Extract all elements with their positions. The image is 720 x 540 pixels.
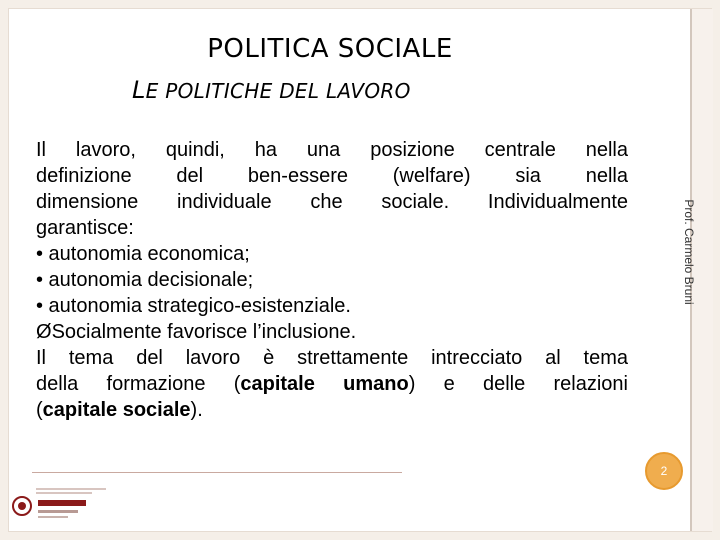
bullet-item: • autonomia economica; (36, 243, 250, 265)
footer-divider (32, 472, 402, 473)
body-text: ) e delle relazioni (408, 373, 628, 395)
bold-term: capitale sociale (42, 399, 191, 421)
body-line (36, 397, 628, 423)
slide-body (36, 137, 628, 423)
arrow-item-text: Socialmente favorisce l’inclusione. (51, 321, 357, 343)
bullet-item: • autonomia strategico-esistenziale. (36, 295, 351, 317)
body-text: ( (36, 399, 43, 421)
author-side-label (676, 199, 696, 305)
subtitle-initial: L (132, 76, 146, 104)
body-text: della formazione ( (36, 373, 241, 395)
bullet-item: • autonomia decisionale; (36, 269, 254, 291)
slide-title: POLITICA SOCIALE (207, 34, 453, 64)
body-line (36, 371, 628, 397)
body-line: Il tema del lavoro è strettamente intrecciato al tema (36, 347, 628, 369)
university-logo-icon (12, 488, 132, 528)
arrow-item (36, 319, 628, 345)
page-number-badge: 2 (645, 452, 683, 490)
body-line: dimensione individuale che sociale. Individualmente (36, 191, 628, 213)
bold-term: capitale umano (240, 373, 409, 395)
body-text: ). (190, 399, 203, 421)
body-line: garantisce: (36, 217, 134, 239)
arrow-bullet-icon: Ø (36, 321, 52, 343)
author-text: Prof. Carmelo Bruni (682, 199, 696, 305)
subtitle-rest: E POLITICHE DEL LAVORO (145, 79, 411, 103)
body-line: definizione del ben-essere (welfare) sia nella (36, 165, 628, 187)
slide-subtitle (132, 76, 652, 104)
body-line: Il lavoro, quindi, ha una posizione centrale nella (36, 139, 628, 161)
